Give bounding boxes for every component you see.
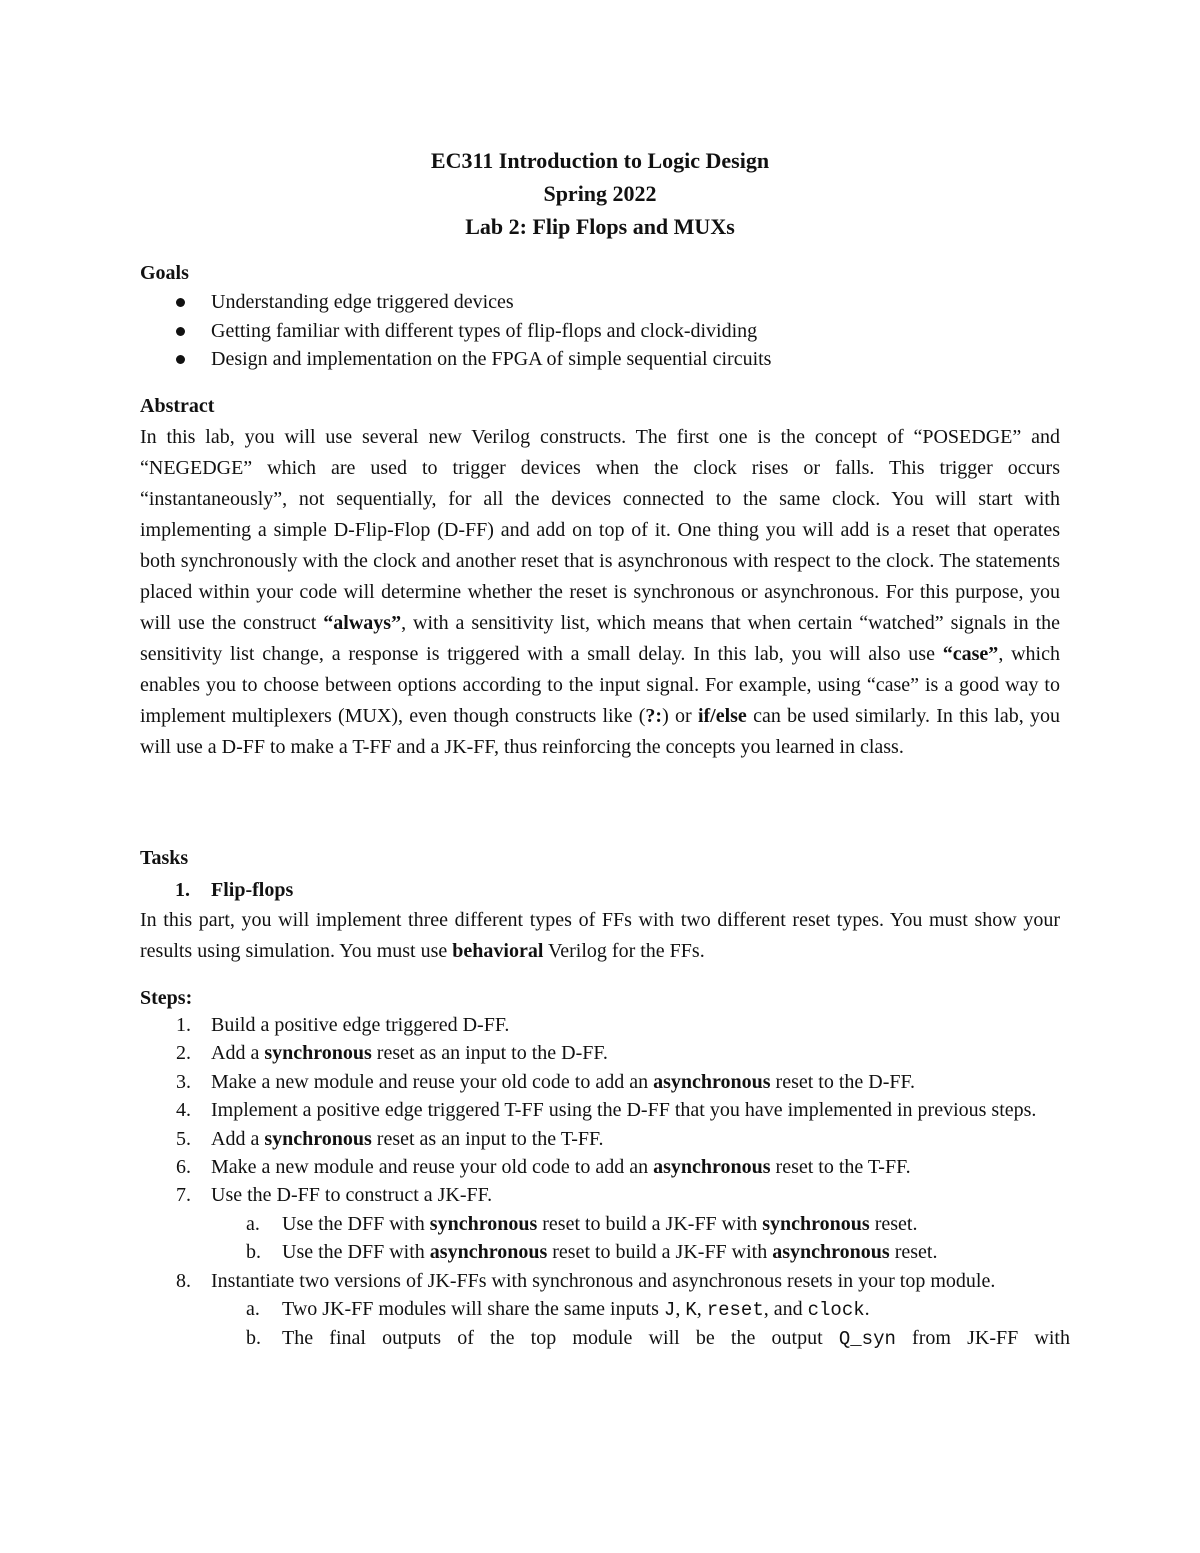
step-item: 8. Instantiate two versions of JK-FFs with synchronous and asynchronous resets in your top module. [176, 1269, 996, 1292]
task-1-title: 1. Flip-flops [175, 879, 294, 901]
abstract-heading: Abstract [140, 395, 215, 417]
goal-item: Getting familiar with different types of flip-flops and clock-dividing [140, 317, 1080, 346]
steps-heading: Steps: [140, 987, 193, 1009]
steps-list [140, 1011, 1070, 1354]
goal-item: Design and implementation on the FPGA of simple sequential circuits [140, 345, 1080, 374]
goals-list [140, 288, 1080, 374]
bullet-icon [176, 327, 185, 336]
substep-item: a. Use the DFF with synchronous reset to build a JK-FF with synchronous reset. [246, 1212, 918, 1235]
term-title: Spring 2022 [543, 181, 657, 206]
substep-item: b. Use the DFF with asynchronous reset to build a JK-FF with asynchronous reset. [246, 1241, 938, 1264]
bullet-icon [176, 298, 185, 307]
document-title-block [0, 144, 1200, 243]
course-title: EC311 Introduction to Logic Design [430, 148, 770, 173]
lab-title: Lab 2: Flip Flops and MUXs [465, 214, 735, 239]
step-item: 4. Implement a positive edge triggered T-FF using the D-FF that you have implemented in previous steps. [176, 1099, 1037, 1122]
step-item: 6. Make a new module and reuse your old code to add an asynchronous reset to the T-FF. [176, 1156, 911, 1179]
step-item: 3. Make a new module and reuse your old code to add an asynchronous reset to the D-FF. [176, 1070, 916, 1093]
step-item: 2. Add a synchronous reset as an input to the D-FF. [176, 1042, 608, 1065]
goal-item: Understanding edge triggered devices [140, 288, 1080, 317]
step-item: 1. Build a positive edge triggered D-FF. [176, 1014, 510, 1036]
substep-item: a. Two JK-FF modules will share the same inputs J, K, reset, and clock. [246, 1298, 870, 1322]
goals-heading: Goals [140, 262, 189, 284]
abstract-paragraph: In this lab, you will use several new Verilog constructs. The first one is the concept of “POSEDGE” and “NEGEDGE” which are used to trigger devices when the clock rises or falls. This trigger occurs “instantaneously”, not sequentially, for all the devices connected to the same clock. You will start with implementing a simple D-Flip-Flop (D-FF) and add on top of it. One thing you will add is a reset that operates both synchronously with the clock and another reset that is asynchronous with respect to the clock. The statements placed within your code will determine whether the reset is synchronous or asynchronous. For this purpose, you will use the construct “always”, with a sensitivity list, which means that when certain “watched” signals in the sensitivity list change, a response is triggered with a small delay. In this lab, you will also use “case”, which enables you to choose between options according to the input signal. For example, using “case” is a good way to implement multiplexers (MUX), even though constructs like (?:) or if/else can be used similarly. In this lab, you will use a D-FF to make a T-FF and a JK-FF, thus reinforcing the concepts you learned in class. [140, 426, 1061, 758]
step-item: 5. Add a synchronous reset as an input to the T-FF. [176, 1127, 604, 1150]
substep-item: b. The final outputs of the top module will be the output Q_syn from JK-FF with [246, 1327, 1070, 1351]
tasks-heading: Tasks [140, 847, 189, 869]
bullet-icon [176, 355, 185, 364]
task-1-intro: In this part, you will implement three different types of FFs with two different reset types. You must show your results using simulation. You must use behavioral Verilog for the FFs. [140, 909, 1060, 962]
step-item: 7. Use the D-FF to construct a JK-FF. [176, 1184, 493, 1207]
